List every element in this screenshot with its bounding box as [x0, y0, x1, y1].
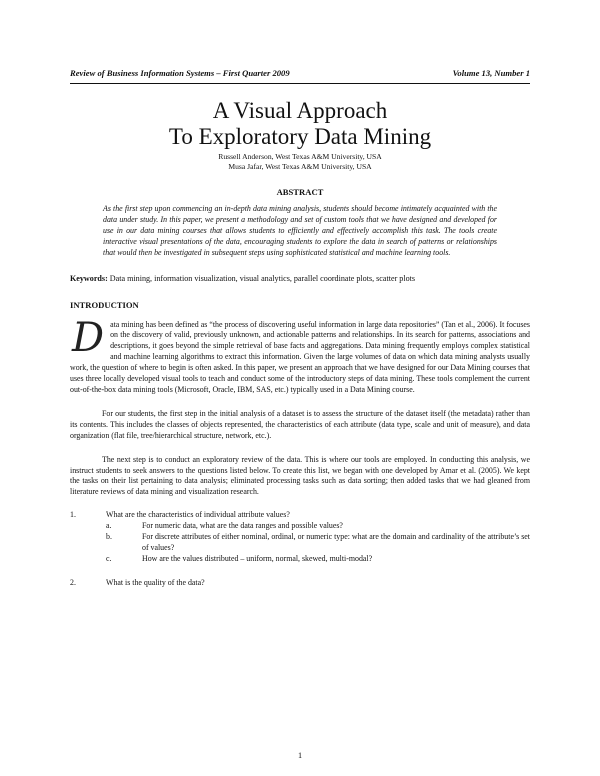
sub-list-text: For discrete attributes of either nominal, ordinal, or numeric type: what are the domain and cardinality of the attribute’s set of values? [142, 532, 530, 552]
list-number: 2. [70, 577, 76, 587]
drop-cap: D [72, 314, 105, 361]
sub-list-text: How are the values distributed – uniform, normal, skewed, multi-modal? [142, 553, 373, 563]
paper-title [70, 98, 530, 150]
keywords-label: Keywords: [70, 273, 108, 283]
sub-list-letter: b. [106, 532, 112, 542]
running-header [70, 68, 530, 82]
intro-paragraph-1 [70, 314, 530, 396]
question-list [70, 510, 530, 588]
introduction-heading: INTRODUCTION [70, 299, 139, 310]
author-1: Russell Anderson, West Texas A&M University, USA [218, 152, 382, 161]
sub-list-item [70, 554, 530, 565]
keywords-text: Data mining, information visualization, visual analytics, parallel coordinate plots, scatter plots [109, 273, 416, 283]
keywords [70, 274, 530, 283]
sub-list-item [70, 521, 530, 532]
list-text: What are the characteristics of individual attribute values? [106, 510, 290, 520]
intro-paragraph-2: For our students, the first step in the initial analysis of a dataset is to assess the structure of the dataset itself (the metadata) rather than its contents. This includes the classes of objects represented, the characteristics of each attribute (data type, scale and unit of measure), and data organization (flat file, tree/hierarchical structure, network, etc.). [70, 408, 530, 440]
sub-list-item [70, 532, 530, 554]
list-number: 1. [70, 510, 76, 520]
list-item [70, 510, 530, 521]
journal-name: Review of Business Information Systems – First Quarter 2009 [70, 68, 290, 78]
title-line-1: A Visual Approach [212, 98, 388, 123]
sub-list-letter: a. [106, 521, 112, 531]
list-text: What is the quality of the data? [106, 577, 205, 587]
abstract-heading: ABSTRACT [276, 187, 324, 197]
header-rule [70, 83, 530, 84]
author-2: Musa Jafar, West Texas A&M University, USA [228, 161, 372, 171]
list-item [70, 578, 530, 589]
intro-paragraph-3: The next step is to conduct an exploratory review of the data. This is where our tools are employed. In conducting this analysis, we instruct students to seek answers to the questions listed below. To create this list, we began with one developed by Amar et al. (2005). We kept the tasks on their list pertaining to data analysis; eliminated processing tasks such as data sorting; then added tasks that we had gleaned from literature reviews of data mining and visualization research. [70, 454, 530, 497]
sub-list-letter: c. [106, 553, 112, 563]
paper-page [70, 68, 530, 589]
author-list [70, 152, 530, 171]
intro-paragraph-1-text: ata mining has been defined as “the process of discovering useful information in large data repositories” (Tan et al., 2006). It focuses on the discovery of valid, previously unknown, and actionable patterns and relationships. In its search for patterns, associations and descriptions, it goes beyond the simple retrieval of base facts and aggregations. Data mining frequently employs complex statistical and machine learning algorithms to extract this information. Given the large volumes of data on which data mining analysts usually work, the question of where to begin is often asked. In this paper, we present an approach that we have designed for our Data Mining courses that uses three locally developed visual tools to teach and conduct some of the introductory steps of data mining. These tools complement the current out-of-the-box data mining tools (Microsoft, Oracle, IBM, SAS, etc.) typically used in a Data Mining course. [70, 319, 530, 394]
volume-number: Volume 13, Number 1 [452, 68, 530, 78]
abstract-text: As the first step upon commencing an in-depth data mining analysis, students should become intimately acquainted with the data under study. In this paper, we present a methodology and set of custom tools that we have designed and developed for use in our data mining courses that allows students to efficiently and effectively accomplish this task. The tools create interactive visual presentations of the data, encouraging students to explore the data in search of patterns or relationships that would then be investigated in subsequent steps using sophisticated statistical and machine learning tools. [103, 204, 497, 257]
title-line-2: To Exploratory Data Mining [168, 124, 432, 149]
sub-list-text: For numeric data, what are the data ranges and possible values? [142, 521, 343, 531]
page-number: 1 [297, 751, 303, 760]
